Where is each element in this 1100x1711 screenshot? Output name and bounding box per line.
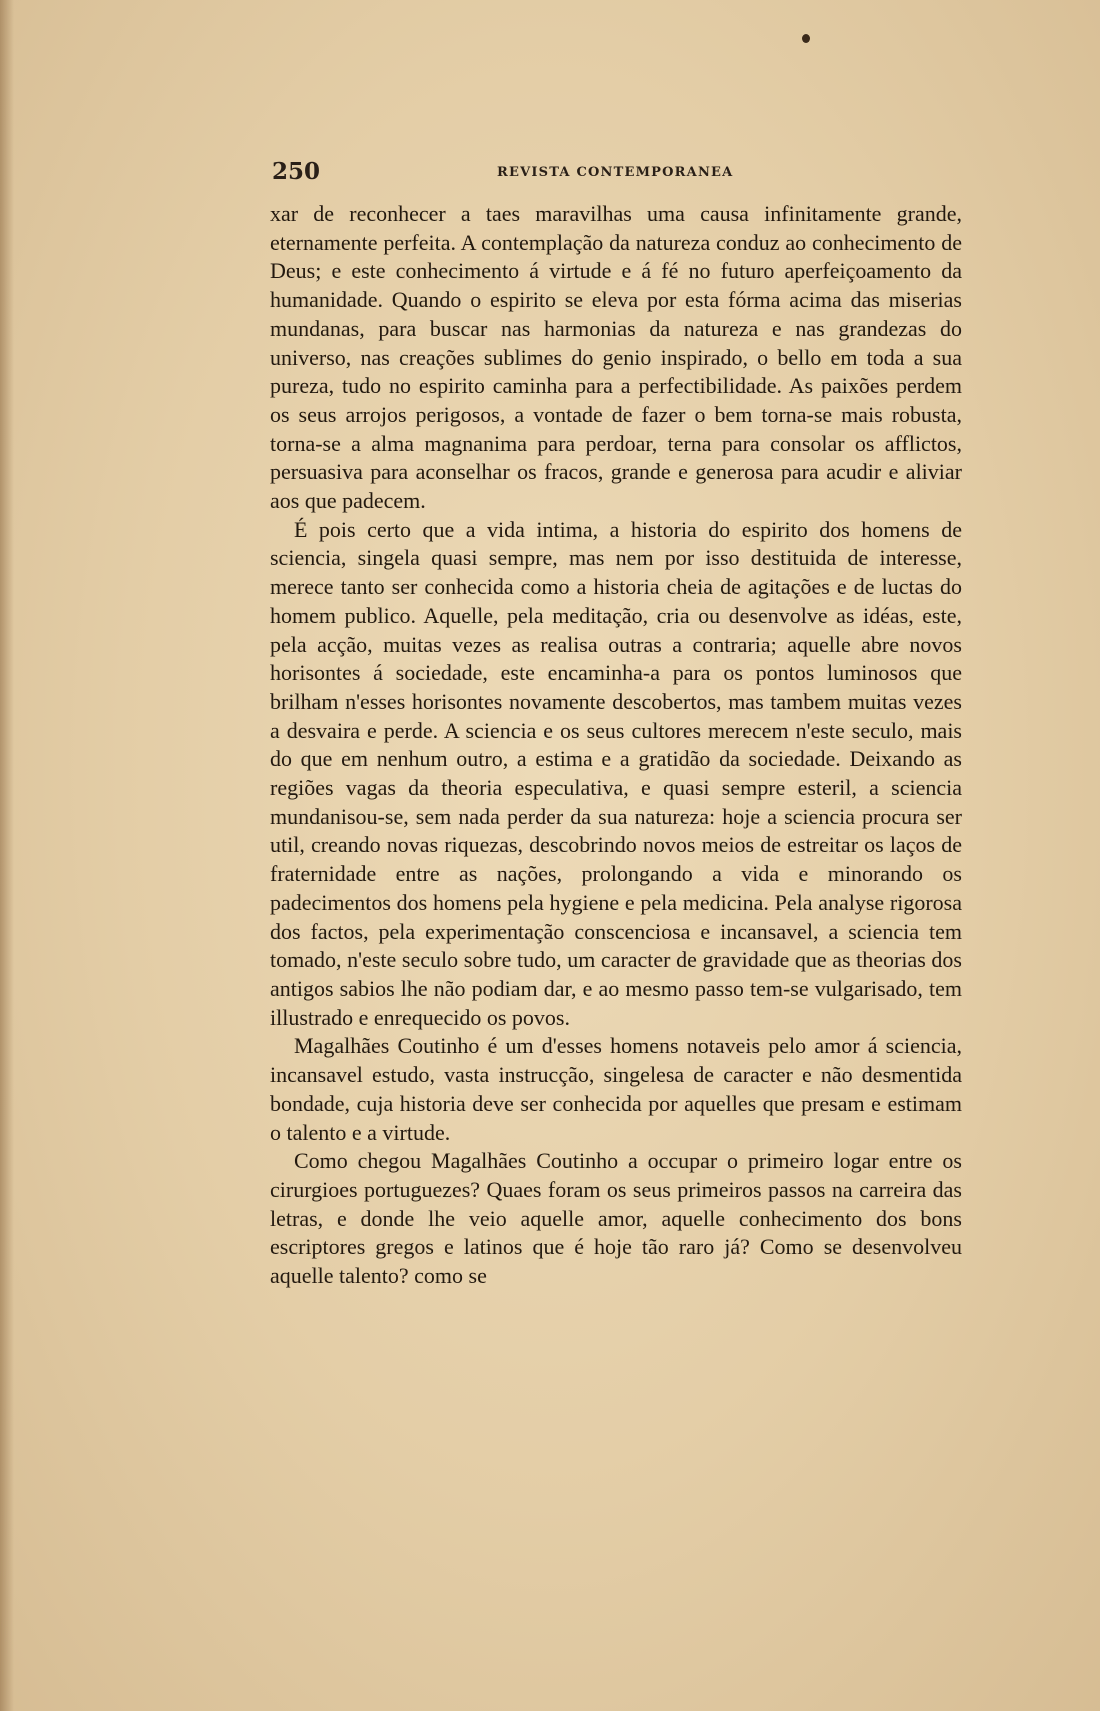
page-number: 250 xyxy=(272,158,321,185)
paragraph-3: Magalhães Coutinho é um d'esses homens notaveis pelo amor á sciencia, incansavel estudo, vasta instrucção, singelesa de caracter e não desmentida bondade, cuja historia deve ser conhecida por aquelles que presam e estimam o talento e a virtude. xyxy=(270,1033,962,1145)
paragraph-continuation: xar de reconhecer a taes maravilhas uma causa infinitamente grande, eternamente perfeita. A contemplação da natureza conduz ao conhecimento de Deus; e este conhecimento á virtude e á fé no futuro aperfeiçoamento da humanidade. Quando o espirito se eleva por esta fórma acima das miserias mundanas, para buscar nas harmonias da natureza e nas grandezas do universo, nas creações sublimes do genio inspirado, o bello em toda a sua pureza, tudo no espirito caminha para a perfectibilidade. As paixões perdem os seus arrojos perigosos, a vontade de fazer o bem torna-se mais robusta, torna-se a alma magnanima para perdoar, terna para consolar os afflictos, persuasiva para aconselhar os fracos, grande e generosa para acudir e aliviar aos que padecem. xyxy=(270,201,962,514)
body-text xyxy=(270,200,962,1291)
ink-speck xyxy=(802,34,810,43)
paragraph-2: É pois certo que a vida intima, a historia do espirito dos homens de sciencia, singela quasi sempre, mas nem por isso destituida de interesse, merece tanto ser conhecida como a historia cheia de agitações e de luctas do homem publico. Aquelle, pela meditação, cria ou desenvolve as idéas, este, pela acção, muitas vezes as realisa outras a contraria; aquelle abre novos horisontes á sociedade, este encaminha-a para os pontos luminosos que brilham n'esses horisontes novamente descobertos, mas tambem muitas vezes a desvaira e perde. A sciencia e os seus cultores merecem n'este seculo, mais do que em nenhum outro, a estima e a gratidão da sociedade. Deixando as regiões vagas da theoria especulativa, e quasi sempre esteril, a sciencia mundanisou-se, sem nada perder da sua natureza: hoje a sciencia procura ser util, creando novas riquezas, descobrindo novos meios de estreitar os laços de fraternidade entre as nações, prolongando a vida e minorando os padecimentos dos homens pela hygiene e pela medicina. Pela analyse rigorosa dos factos, pela experimentação conscenciosa e incansavel, a sciencia tem tomado, n'este seculo sobre tudo, um caracter de gravidade que as theorias dos antigos sabios lhe não podiam dar, e ao mesmo passo tem-se vulgarisado, tem illustrado e enrequecido os povos. xyxy=(270,516,962,1030)
page-header xyxy=(272,158,962,188)
paragraph-4: Como chegou Magalhães Coutinho a occupar o primeiro logar entre os cirurgioes portuguezes? Quaes foram os seus primeiros passos na carreira das letras, e donde lhe veio aquelle amor, aquelle conhecimento dos bons escriptores gregos e latinos que é hoje tão raro já? Como se desenvolveu aquelle talento? como se xyxy=(270,1148,962,1289)
running-head: REVISTA CONTEMPORANEA xyxy=(497,165,734,180)
page-edge-shadow xyxy=(0,0,14,1711)
